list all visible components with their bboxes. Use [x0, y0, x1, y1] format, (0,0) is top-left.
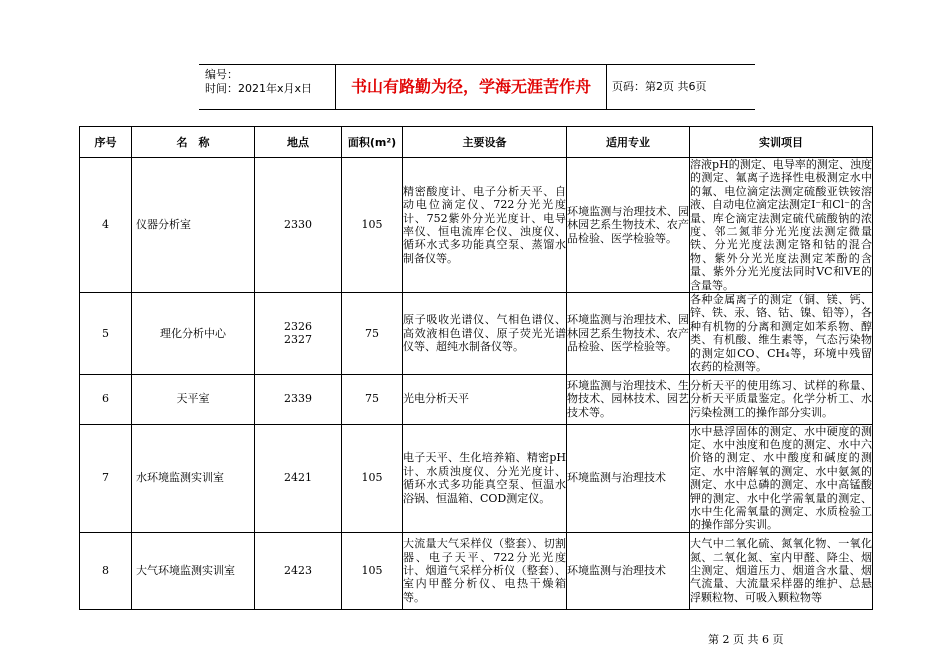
row-major: 环境监测与治理技术、园林园艺系生物技术、农产品检验、医学检验等。 [567, 158, 690, 293]
row-major: 环境监测与治理技术 [567, 532, 690, 609]
row-area: 75 [342, 374, 403, 424]
row-major: 环境监测与治理技术、园林园艺系生物技术、农产品检验、医学检验等。 [567, 293, 690, 374]
row-equipment: 原子吸收光谱仪、气相色谱仪、高效液相色谱仪、原子荧光光谱仪等、超纯水制备仪等。 [403, 293, 567, 374]
row-no: 7 [80, 424, 132, 532]
col-header-major: 适用专业 [567, 127, 690, 158]
col-header-projects: 实训项目 [690, 127, 873, 158]
col-header-no: 序号 [80, 127, 132, 158]
page-footer: 第 2 页 共 6 页 [708, 633, 784, 646]
row-projects: 各种金属离子的测定（铜、镁、钙、锌、铁、汞、铬、钴、镍、铅等），各种有机物的分离和测定如苯系物、醇类、有机酸、维生素等，气态污染物的测定如CO、CH₄等，环境中残留农药的检测等。 [690, 293, 872, 374]
time-label: 时间：2021年x月x日 [205, 82, 313, 95]
row-major: 环境监测与治理技术、生物技术、园林技术、园艺技术等。 [567, 374, 690, 424]
row-no: 8 [80, 532, 132, 609]
row-area: 75 [342, 293, 403, 374]
col-header-location: 地点 [255, 127, 342, 158]
row-location: 2423 [255, 532, 342, 609]
row-projects: 水中悬浮固体的测定、水中硬度的测定、水中浊度和色度的测定、水中六价铬的测定、水中酸度和碱度的测定、水中溶解氧的测定、水中氨氮的测定、水中总磷的测定、水中高锰酸钾的测定、水中化学需氧量的测定、水中生化需氧量的测定、水质检验工的操作部分实训。 [690, 424, 872, 532]
row-equipment: 大流量大气采样仪（整套）、切割器、电子天平、722分光光度计、烟道气采样分析仪（整套）、室内甲醛分析仪、电热干燥箱等。 [403, 532, 567, 609]
row-location: 2421 [255, 424, 342, 532]
table-row [80, 424, 873, 532]
row-name: 理化分析中心 [132, 293, 255, 374]
row-equipment: 光电分析天平 [403, 374, 567, 424]
row-name: 天平室 [132, 374, 255, 424]
row-area: 105 [342, 158, 403, 293]
row-major: 环境监测与治理技术 [567, 424, 690, 532]
row-no: 4 [80, 158, 132, 293]
table-row [80, 532, 873, 609]
row-equipment: 精密酸度计、电子分析天平、自动电位滴定仪、722分光光度计、752紫外分光光度计、电导率仪、恒电流库仑仪、浊度仪、循环水式多功能真空泵、蒸馏水制备仪等。 [403, 158, 567, 293]
row-name: 水环境监测实训室 [132, 424, 255, 532]
row-location: 2330 [255, 158, 342, 293]
equipment-table [79, 126, 873, 610]
row-no: 5 [80, 293, 132, 374]
header-meta [199, 65, 335, 109]
motto: 书山有路勤为径，学海无涯苦作舟 [335, 65, 607, 109]
row-area: 105 [342, 532, 403, 609]
table-row [80, 374, 873, 424]
number-label: 编号： [205, 68, 238, 81]
row-location: 2339 [255, 374, 342, 424]
table-row [80, 158, 873, 293]
col-header-area: 面积(m²) [342, 127, 403, 158]
table-row [80, 293, 873, 374]
row-location: 2326 2327 [255, 293, 342, 374]
row-projects: 大气中二氧化硫、氮氧化物、一氧化氮、二氧化氮、室内甲醛、降尘、烟尘测定、烟道压力、烟道含水量、烟气流量、大流量采样器的维护、总悬浮颗粒物、可吸入颗粒物等 [690, 532, 873, 609]
row-name: 仪器分析室 [132, 158, 255, 293]
row-projects: 分析天平的使用练习、试样的称量、分析天平质量鉴定。化学分析工、水污染检测工的操作部分实训。 [690, 374, 873, 424]
col-header-name: 名 称 [132, 127, 255, 158]
table-header-row [80, 127, 873, 158]
row-equipment: 电子天平、生化培养箱、精密pH计、水质浊度仪、分光光度计、循环水式多功能真空泵、恒温水浴锅、恒温箱、COD测定仪。 [403, 424, 567, 532]
page-header [199, 64, 755, 110]
row-area: 105 [342, 424, 403, 532]
row-name: 大气环境监测实训室 [132, 532, 255, 609]
col-header-equipment: 主要设备 [403, 127, 567, 158]
row-projects: 溶液pH的测定、电导率的测定、浊度的测定、氟离子选择性电极测定水中的氟、电位滴定法测定硫酸亚铁铵溶液、自动电位滴定法测定I⁻和Cl⁻的含量、库仑滴定法测定硫代硫酸钠的浓度、邻二氮菲分光光度法测定微量铁、分光光度法测定铬和钴的混合物、紫外分光光度法测定苯酚的含量、紫外分光光度法同时VC和VE的含量等。 [690, 158, 872, 292]
page-label: 页码：第2页 共6页 [612, 80, 707, 93]
row-no: 6 [80, 374, 132, 424]
